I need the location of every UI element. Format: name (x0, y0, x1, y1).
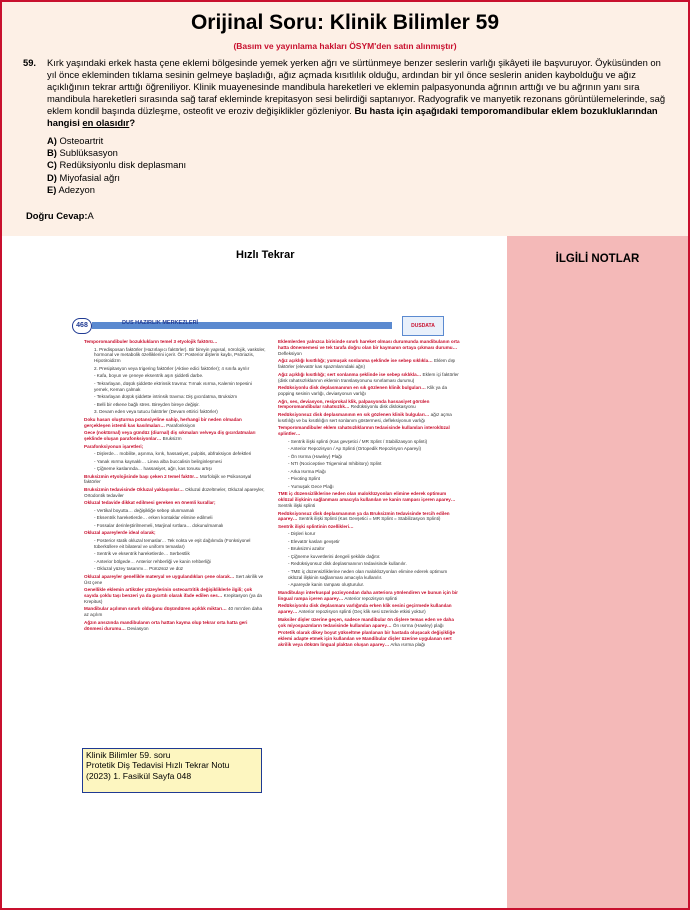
note-item-text: Sentrik ilişki splinti (278, 503, 316, 509)
note-item (278, 531, 460, 537)
note-item (84, 451, 266, 457)
note-item (278, 484, 460, 490)
note-item (84, 394, 266, 400)
note-item-text: - Ön Isırma (Hawley) Plağı (288, 453, 343, 459)
option-letter: D) (47, 171, 57, 183)
source-sticky-note (82, 748, 262, 793)
note-item-text: - Anterior Repozisyon / Ap Splinti (Ortopedik Repozisyon Apareyi) (288, 446, 422, 452)
note-item-key: Eklemlerden yalnızca birisinde sınırlı hareket olması durumunda mandibulanın orta hatta dönememesi ve tek tarafa doğru olan bir kaymanın ortaya çıkması durumu… (278, 339, 460, 350)
note-item (84, 366, 266, 372)
note-item (84, 587, 266, 605)
note-item-text: - Tekrarlayan, düşük şiddette ektrinsik travma: Tırnak ısırma, Kalemin tepesini yemek, Keman çalmak (94, 380, 252, 392)
note-item (84, 459, 266, 465)
note-item-text: Morfolojik ve Psikososyal faktörler (84, 473, 252, 485)
sticky-line-3: (2023) 1. Fasikül Sayfa 048 (86, 770, 192, 781)
note-item-text: - Apareyde kanin rampası oluşturulur. (288, 582, 365, 588)
note-item (278, 511, 460, 523)
note-item-text: Redüksiyonlu disk dislokasyonu (350, 404, 416, 410)
sticky-line-2: Protetik Diş Tedavisi Hızlı Tekrar Notu (86, 760, 230, 771)
note-item-text: Parafonksiyon (166, 422, 196, 428)
note-item (84, 574, 266, 586)
note-item-key: Temporomandibuler bozuklukların temel 3 etyolojik faktörü… (84, 339, 218, 344)
note-item-text: - Posterior statik okluzal temaslar… Tek nokta ve eşit dağılımda (Fonksiyonel tüberküllere eit bilateral ve uniform temaslar) (94, 537, 251, 549)
note-item-key: Protetik olarak dikey boyut yükseltme planlanan bir hastada oluşacak değişikliğe eklemi adapte etmek için kullanılan ve Mandibular dişler üzerine uygulanan sert akrilik veya döküm lingual plaktan oluşan aparey… (278, 630, 455, 647)
note-item (84, 508, 266, 514)
notes-title: İLGİLİ NOTLAR (555, 253, 640, 265)
note-item-text: - Yumuşak Gece Plağı (288, 483, 334, 489)
option-a (47, 135, 186, 147)
option-c (47, 159, 186, 171)
note-item-key: TME iç düzensizliklerine neden olan maloklüzyonları elimine ederek optimum oklüzal ilişkinin sağlanması amacıyla kullanılan ve kanin rampası içeren aparey… (278, 491, 456, 503)
option-text: Sublüksasyon (56, 147, 118, 159)
note-item-text: - Sentrik ve eksentrik hareketlerde… Serbestlik (94, 551, 190, 557)
note-item-text: - Pivoting Splint (288, 476, 320, 482)
left-column (84, 339, 266, 633)
note-item (84, 487, 266, 499)
note-item-key: Redüksiyonsuz disk deplasmanının ya da Bruksizmin tedavisinde tercih edilen aparey… (278, 510, 450, 522)
note-item-key: Bruksizmin etyolojisinde başı çeken 2 temel faktör… (84, 473, 199, 479)
note-item (84, 566, 266, 572)
note-item (278, 372, 460, 384)
note-item (84, 474, 266, 486)
note-item-text: Sentrik ilişki Splinti (Kas Gevşetici = MR Splint = Stabilizasyon Splinti) (298, 516, 441, 522)
note-item-key: Temporomandibuler eklem rahatsızlıklarının tedavisinde kullanılan interoklüzal splintler… (278, 425, 450, 437)
answer-value: A (87, 210, 94, 221)
note-item-key: Sentrik ilişki splintinin özellikleri… (278, 523, 354, 529)
option-e (47, 184, 186, 196)
note-item-text: 40 mm'den daha az açılım (84, 606, 263, 618)
note-item (84, 409, 266, 415)
note-item-key: Maksiler dişler üzerine geçen, sadece mandibular ön dişlere temas eden ve daha çok miyospazmların tedavisinde kullanılan aparey… (278, 616, 454, 628)
note-item (278, 569, 460, 581)
note-item-text: Okluzal düzeltmeler, Okluzal apareyler, Ortodontik tedaviler (84, 486, 265, 498)
note-item-text: Eklem dışı faktörler (elevatör kas spazmlarındaki ağrı) (278, 358, 456, 370)
option-letter: C) (47, 159, 57, 171)
note-item-key: Mandibular açılımın sınırlı olduğunu düşündüren açıklık miktarı… (84, 606, 227, 612)
note-item-key: Redüksiyonlu disk deplasmanının en sık gözlenen klinik bulguları… (278, 385, 426, 391)
question-stem: Kırk yaşındaki erkek hasta çene eklemi bölgesinde yemek yerken ağrı ve sürtünmeye benzer seslerin varlığı şikâyeti ile başvuruyor. Öyküsünden on yıl önce ekleminden tıklama sesinin gelmeye başladığı, ağız açmada kısıtlılık olduğu, ardından bir yıl önce seslerin aniden kaybolduğu ve ağız açıklığının tekrar arttığı öğreniliyor. Klinik muayenesinde mandibula hareketleri ve eklemin palpasyonunda ağrının arttığı ve bu ağrının yanı sıra mandibula hareketleri sırasında sağ taraf ekleminde krepitasyon sesi belirdiği saptanıyor. Radyografik ve manyetik rezonans görüntülemelerinde, sağ eklem kondil başında düzleşme, osteofit ve eroziv değişiklikler gözleniyor. (47, 57, 666, 116)
note-item (278, 454, 460, 460)
page-number-badge: 468 (72, 318, 92, 334)
brand-logo: DUSDATA (402, 316, 444, 336)
header-label: DUS HAZIRLIK MERKEZLERİ (122, 320, 199, 326)
question-box (2, 2, 688, 236)
note-item-text: - Çiğneme kuvvetlerini dengeli şekilde dağıtır. (288, 553, 381, 559)
note-item-text: - Redüksiyonsuz disk deplasmanının tedavisinde kullanılır. (288, 561, 407, 567)
note-item (84, 620, 266, 632)
note-item-text: - Sentrik ilişki splinti (Kas gevşetici / MR Splint / Stabilizasyon splinti) (288, 438, 428, 444)
note-item (278, 630, 460, 648)
note-item-text: ağız açma kısıtlılığı ve bu kısıtlılığın sert sonlanım göstermesi, defleksiyonun varlığı (278, 411, 452, 423)
options-list (47, 135, 186, 196)
note-item-text: - Vertikal boyutta… değişikliğe sebep olunmamalı (94, 507, 195, 513)
note-item (278, 491, 460, 509)
question-text (47, 57, 672, 128)
answer-label: Doğru Cevap: (26, 210, 88, 221)
note-item-key: Ağzın ansızında mandibulanın orta hattan kayma olup tekrar orta hatta geri dönmesi durumu… (84, 619, 248, 631)
note-item-text: - Bruksizmi azaltır (288, 546, 325, 552)
note-item (84, 500, 266, 506)
related-notes-panel (507, 236, 688, 908)
note-item (278, 603, 460, 615)
note-item-text: - Kafa, boyun ve çeneye eksentrik aşırı şiddetli darbe. (94, 373, 204, 379)
note-item (84, 606, 266, 618)
note-item-key: Redüksiyonsuz disk deplasmanının en sık gözlenen klinik bulguları… (278, 411, 430, 417)
note-item (278, 561, 460, 567)
note-item-text: - Tekrarlayan düşük şiddette intrinsik travma: Diş gıcırdatma, Bruksizm (94, 394, 238, 400)
note-item (278, 546, 460, 552)
note-item-text: Anterior repozisyon splinti (344, 595, 398, 601)
note-item-key: Mandibulayı interkuspal pozisyondan daha anteriora yönlendiren ve bunun için bir lingual rampa içeren aparey… (278, 589, 458, 601)
note-item-text: Bruksizm (162, 436, 182, 442)
note-item-key: Genellikle eklemin artiküler yüzeylerinin osteoartritik değişikliklerle ilgili; çok sayıda çoklu taşı benzeri ya da gıcırtılı olarak ifade edilen ses… (84, 587, 252, 599)
note-item (84, 430, 266, 442)
ask-prefix: Bu hasta için aşağıdaki temporomandibular eklem bozukluklarından hangisi (47, 104, 658, 128)
option-letter: B) (47, 147, 57, 159)
note-item (278, 590, 460, 602)
note-item-text: - NTI (Nociceptive Trigeminal Inhibitory) Splint (288, 461, 382, 467)
note-item-text: Arka ısırma plağı (390, 641, 426, 647)
note-item (84, 339, 266, 345)
note-item-text: - Çiğneme kaslarında… hassasiyet, ağrı, kas tonusu artışı (94, 466, 212, 472)
note-item (84, 402, 266, 408)
note-item-key: Ağrı, ses, deviasyon, resiprokal klik, palpasyonda hassasiyet görülen temporomandibular rahatsızlık… (278, 398, 430, 410)
note-item (278, 339, 460, 357)
note-item-text: Anterior repozisyon splinti (Geç klik sesi üzerinde etkisi yoktur) (298, 609, 426, 615)
note-item (84, 559, 266, 565)
note-item (278, 617, 460, 629)
page-title: Orijinal Soru: Klinik Bilimler 59 (190, 11, 500, 34)
note-item-text: 1. Predisposan faktörler (Hazırlayıcı faktörler). Bir bireyin yapısal, nörolojik, vasküler, hormonal ve metabolik özelliklerini içerir. Ör: Posterior dişlerin kaybı, Psöriazis, Hipotiroidizm (94, 346, 266, 364)
option-text: Adezyon (56, 183, 95, 195)
note-item-key: Okluzal tedavide dikkat edilmesi gereken en önemli kurallar; (84, 500, 216, 506)
note-item (84, 523, 266, 529)
note-item-text: 2. Presipitasyon veya trigering faktörler (Aktive edici faktörler); 4 sınıfa ayrılır (94, 365, 250, 371)
note-item-text: - Dişleri korur (288, 531, 316, 537)
correct-answer (26, 210, 94, 221)
note-item (278, 524, 460, 530)
note-item-text: - Arka Isırma Plağı (288, 468, 326, 474)
note-item-text: 3. Devam eden veya tutucu faktörler (Devam ettirici faktörler) (94, 409, 218, 415)
review-heading: Hızlı Tekrar (236, 249, 295, 261)
note-item (278, 461, 460, 467)
note-item (84, 551, 266, 557)
note-item-text: Krepitasyon (ya da Krepitus) (84, 593, 262, 604)
right-column (278, 339, 460, 649)
sticky-line-1: Klinik Bilimler 59. soru (86, 750, 171, 760)
note-item-text: Defleksiyon (278, 350, 302, 356)
note-item-text: - Fossalar derinleştirilmemeli, Marjinal sırtlara… dokunulmamalı (94, 522, 224, 528)
note-item-text: - Anterior bölgede… Anterior rehberliği ve kanin rehberliği (94, 558, 211, 564)
option-d (47, 172, 186, 184)
note-item (278, 412, 460, 424)
note-item (278, 582, 460, 588)
ask-suffix: ? (129, 116, 136, 128)
note-item-key: Parafonksiyonun işaretleri; (84, 443, 144, 449)
option-letter: A) (47, 135, 57, 146)
note-item (278, 469, 460, 475)
note-item-key: Okluzal apareyler genellikle materyal ve uygulandıkları çene olarak… (84, 573, 235, 579)
note-item (84, 417, 266, 429)
note-item-text: - Eksentrik hareketlerde… erken kontaklar elimine edilmeli (94, 515, 213, 521)
note-item (278, 476, 460, 482)
note-item (278, 439, 460, 445)
note-item (278, 399, 460, 411)
note-item (278, 446, 460, 452)
note-item (84, 530, 266, 536)
note-item (278, 554, 460, 560)
note-item-text: - Belli bir etkene bağlı stres. Bireyden bireye değişir. (94, 401, 200, 407)
note-item-key: Redüksiyonlu disk deplasmanı varlığında erken klik sesini geçirmede kullanılan aparey… (278, 603, 452, 615)
note-item (84, 373, 266, 379)
note-item-text: - Dişlerde… mobilite, aşınma, kırık, hassasiyet, pulpitis, abfraksiyon defektleri (94, 451, 252, 457)
note-item (84, 347, 266, 365)
note-item-key: Ağız açıklığı kısıtlılığı; yumuşak sonlanma şeklinde ise sebep sıklıkla… (278, 358, 433, 364)
note-item-key: Ağız açıklığı kısıtlılığı; sert sonlanma şeklinde ise sebep sıklıkla… (278, 371, 422, 377)
option-letter: E) (47, 183, 57, 195)
note-item-text: Eklem içi faktörler (disk rahatsızlıklarının eklemin translasyonunu sınırlaması durumu) (278, 371, 459, 383)
note-item (84, 466, 266, 472)
note-item-text: - Elevatör kasları gevşetir (288, 538, 340, 544)
note-item-text: Sert akrilik ve Üst çene (84, 573, 264, 585)
note-item-key: Okluzal apareylerde ideal olarak; (84, 530, 156, 536)
question-number: 59. (23, 57, 37, 68)
note-item-key: Bruksizmin tedavisinde Okluzal yaklaşımlar… (84, 486, 184, 492)
note-item (278, 539, 460, 545)
note-item-text: - TME iç düzensizliklerine neden olan maloklüzyonları elimine ederek optimum oklüzal ilişkinin sağlanması amacıyla kullanılır. (288, 568, 448, 580)
ask-underlined: en olasıdır (82, 116, 130, 128)
option-text: Redüksiyonlu disk deplasmanı (56, 159, 187, 171)
copyright-note: (Basım ve yayınlama hakları ÖSYM'den satın alınmıştır) (233, 41, 457, 51)
note-item (84, 381, 266, 393)
note-item (278, 425, 460, 437)
note-item (84, 538, 266, 550)
option-b (47, 147, 186, 159)
note-item-key: Gece (noktürnal) veya gündüz (diurnal) diş sıkmaları ve/veya diş gıcırdatmaları şeklinde oluşan parafonksiyonlar… (84, 430, 256, 442)
option-text: Miyofasial ağrı (56, 171, 120, 183)
note-item-text: Ön ısırma (Hawley) plağı (392, 622, 444, 628)
note-item-text: Klik ya da popping sesinin varlığı, deviasyonun varlığı (278, 385, 447, 397)
note-item (84, 515, 266, 521)
note-item-key: Doku hasarı oluşturma potansiyeline sahip, herhangi bir neden olmadan gerçekleşen istemli kas kasılmaları… (84, 416, 242, 428)
option-text: Osteoartrit (56, 135, 104, 146)
note-item (278, 385, 460, 397)
note-item-text: Deviasyon (127, 625, 149, 631)
note-item-text: - Yanak ısırma kaynaklı… Linea alba buccalisin belirginleşmesi (94, 458, 222, 464)
note-item-text: - Okluzal yüzey tasarımı… Pürüzsüz ve düz (94, 566, 184, 572)
note-item (84, 444, 266, 450)
note-item (278, 358, 460, 370)
